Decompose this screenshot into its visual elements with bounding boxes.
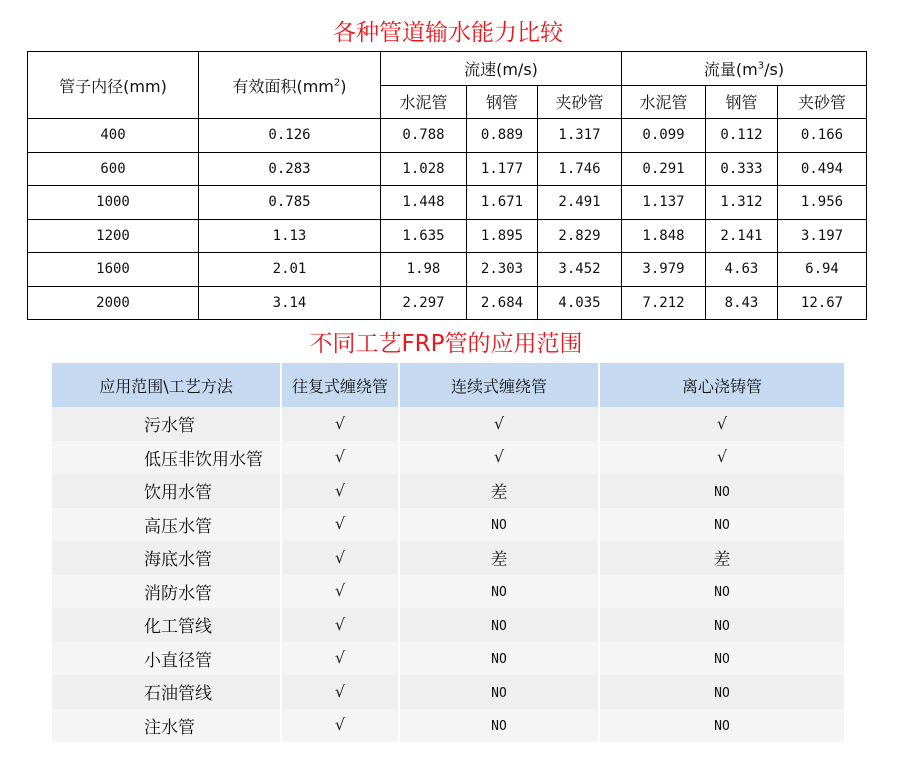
table-cell <box>400 608 600 642</box>
check-mark: √ <box>334 715 346 735</box>
header-effective-area: 有效面积$(mm^2)$ <box>199 52 381 119</box>
table-cell <box>400 474 600 508</box>
table-cell <box>52 608 282 642</box>
table-cell: 400 <box>28 119 199 153</box>
table-row <box>52 608 844 642</box>
suitability-value: NO <box>491 652 507 668</box>
table-row <box>52 407 844 441</box>
column-header: 应用范围\工艺方法 <box>52 363 282 407</box>
table-cell <box>282 575 400 609</box>
table-cell: 600 <box>28 152 199 186</box>
table-cell: 1.746 <box>538 152 622 186</box>
application-label: 小直径管 <box>144 650 212 671</box>
table2-title: 不同工艺FRP管的应用范围 <box>309 331 583 357</box>
table-cell <box>600 474 844 508</box>
table-cell: 0.166 <box>778 119 867 153</box>
table-row <box>28 253 867 287</box>
table1-title: 各种管道输水能力比较 <box>333 20 563 46</box>
table-cell: 0.785 <box>199 186 381 220</box>
table-row <box>52 575 844 609</box>
subheader-flow-1: 钢管 <box>706 85 778 119</box>
table-cell <box>400 675 600 709</box>
table-cell: 1.448 <box>381 186 467 220</box>
suitability-value: 差 <box>490 483 508 504</box>
table-cell: 0.291 <box>622 152 706 186</box>
application-label: 注水管 <box>144 717 195 738</box>
table-cell <box>400 508 600 542</box>
check-mark: √ <box>334 514 346 534</box>
table-cell <box>400 441 600 475</box>
table-row <box>28 152 867 186</box>
check-mark: √ <box>334 447 346 467</box>
table-row <box>52 675 844 709</box>
table-cell: 1000 <box>28 186 199 220</box>
table-cell: 0.283 <box>199 152 381 186</box>
subheader-velocity-1: 钢管 <box>467 85 538 119</box>
table-cell: 2.829 <box>538 219 622 253</box>
table-cell <box>282 441 400 475</box>
table-cell <box>600 608 844 642</box>
table-cell: 1.028 <box>381 152 467 186</box>
table-row <box>52 642 844 676</box>
suitability-value: NO <box>714 585 730 601</box>
table-cell: 2.303 <box>467 253 538 287</box>
table-row <box>52 709 844 743</box>
table-cell: 2.141 <box>706 219 778 253</box>
check-mark: √ <box>334 547 346 567</box>
column-header: 往复式缠绕管 <box>282 363 400 407</box>
application-label: 化工管线 <box>144 617 212 638</box>
application-label: 海底水管 <box>144 550 212 571</box>
table-cell <box>282 608 400 642</box>
table-row <box>28 186 867 220</box>
suitability-value: 差 <box>713 550 731 571</box>
table-cell: 1.13 <box>199 219 381 253</box>
table-cell <box>52 575 282 609</box>
table-cell: 1.635 <box>381 219 467 253</box>
suitability-value: NO <box>714 518 730 534</box>
table-cell: 1.317 <box>538 119 622 153</box>
table-cell: 0.099 <box>622 119 706 153</box>
suitability-value: NO <box>491 585 507 601</box>
suitability-value: NO <box>714 685 730 701</box>
application-label: 饮用水管 <box>144 483 212 504</box>
table-row <box>52 541 844 575</box>
suitability-value: NO <box>491 518 507 534</box>
table-cell <box>400 709 600 743</box>
table-cell: 1.671 <box>467 186 538 220</box>
check-mark: √ <box>334 648 346 668</box>
subheader-velocity-2: 夹砂管 <box>538 85 622 119</box>
table-cell <box>600 575 844 609</box>
suitability-value: NO <box>491 719 507 735</box>
table-cell <box>52 441 282 475</box>
table-cell: 1.956 <box>778 186 867 220</box>
header-velocity: 流速(m/s) <box>381 52 622 86</box>
table-cell: 0.788 <box>381 119 467 153</box>
table-cell: 0.333 <box>706 152 778 186</box>
check-mark: √ <box>334 681 346 701</box>
table-cell <box>400 575 600 609</box>
table-cell: 1.895 <box>467 219 538 253</box>
table-row <box>52 441 844 475</box>
table-cell <box>52 541 282 575</box>
table-cell <box>600 508 844 542</box>
table-cell: 6.94 <box>778 253 867 287</box>
table-cell <box>600 642 844 676</box>
check-mark: √ <box>716 413 728 433</box>
suitability-value: NO <box>714 484 730 500</box>
table-cell <box>52 675 282 709</box>
table-cell <box>600 709 844 743</box>
table-cell: 8.43 <box>706 286 778 320</box>
table-cell <box>52 709 282 743</box>
table-cell: 0.889 <box>467 119 538 153</box>
table-cell <box>282 642 400 676</box>
table-cell: 2.01 <box>199 253 381 287</box>
application-label: 高压水管 <box>144 516 212 537</box>
check-mark: √ <box>334 413 346 433</box>
table-cell <box>282 541 400 575</box>
table-cell: 2.297 <box>381 286 467 320</box>
table-cell: 2000 <box>28 286 199 320</box>
suitability-value: NO <box>714 618 730 634</box>
subheader-flow-0: 水泥管 <box>622 85 706 119</box>
table-cell <box>600 675 844 709</box>
table-row <box>28 286 867 320</box>
table-cell: 1200 <box>28 219 199 253</box>
suitability-value: NO <box>714 652 730 668</box>
table-cell <box>282 474 400 508</box>
table-cell <box>282 675 400 709</box>
table-cell <box>600 441 844 475</box>
check-mark: √ <box>334 480 346 500</box>
table-cell <box>282 508 400 542</box>
pipe-capacity-table <box>27 51 867 320</box>
suitability-value: NO <box>714 719 730 735</box>
table-row <box>28 219 867 253</box>
frp-application-table <box>52 363 844 742</box>
table-cell: 2.684 <box>467 286 538 320</box>
table-cell: 1.848 <box>622 219 706 253</box>
table-cell <box>52 407 282 441</box>
table-cell: 1.177 <box>467 152 538 186</box>
table-cell: 1.98 <box>381 253 467 287</box>
subheader-velocity-0: 水泥管 <box>381 85 467 119</box>
table-cell: 3.979 <box>622 253 706 287</box>
table-cell: 0.126 <box>199 119 381 153</box>
check-mark: √ <box>493 413 505 433</box>
table-cell: 12.67 <box>778 286 867 320</box>
table-cell <box>282 407 400 441</box>
suitability-value: NO <box>491 618 507 634</box>
table-cell: 4.035 <box>538 286 622 320</box>
table-row <box>52 474 844 508</box>
table-cell: 3.197 <box>778 219 867 253</box>
check-mark: √ <box>334 581 346 601</box>
table-cell <box>400 541 600 575</box>
check-mark: √ <box>493 447 505 467</box>
table-cell <box>400 642 600 676</box>
table-cell <box>52 508 282 542</box>
application-label: 污水管 <box>144 416 195 437</box>
suitability-value: 差 <box>490 550 508 571</box>
table-cell: 2.491 <box>538 186 622 220</box>
table-cell: 1600 <box>28 253 199 287</box>
subheader-flow-2: 夹砂管 <box>778 85 867 119</box>
suitability-value: NO <box>491 685 507 701</box>
check-mark: √ <box>716 447 728 467</box>
application-label: 石油管线 <box>144 684 212 705</box>
table-cell: 0.494 <box>778 152 867 186</box>
table-cell: 3.452 <box>538 253 622 287</box>
table-row <box>52 508 844 542</box>
table-cell: 0.112 <box>706 119 778 153</box>
table-row <box>28 119 867 153</box>
table-cell <box>52 474 282 508</box>
application-label: 低压非饮用水管 <box>144 449 263 470</box>
table-cell: 1.312 <box>706 186 778 220</box>
table-cell: 7.212 <box>622 286 706 320</box>
column-header: 连续式缠绕管 <box>400 363 600 407</box>
application-label: 消防水管 <box>144 583 212 604</box>
table-cell <box>600 541 844 575</box>
table-cell: 1.137 <box>622 186 706 220</box>
check-mark: √ <box>334 614 346 634</box>
table-cell <box>52 642 282 676</box>
table-cell: 3.14 <box>199 286 381 320</box>
header-flow: 流量$(m^3/s)$ <box>622 52 867 86</box>
table-cell: 4.63 <box>706 253 778 287</box>
column-header: 离心浇铸管 <box>600 363 844 407</box>
header-pipe-diameter: 管子内径(mm) <box>28 52 199 119</box>
table-cell <box>600 407 844 441</box>
table-cell <box>282 709 400 743</box>
table-cell <box>400 407 600 441</box>
